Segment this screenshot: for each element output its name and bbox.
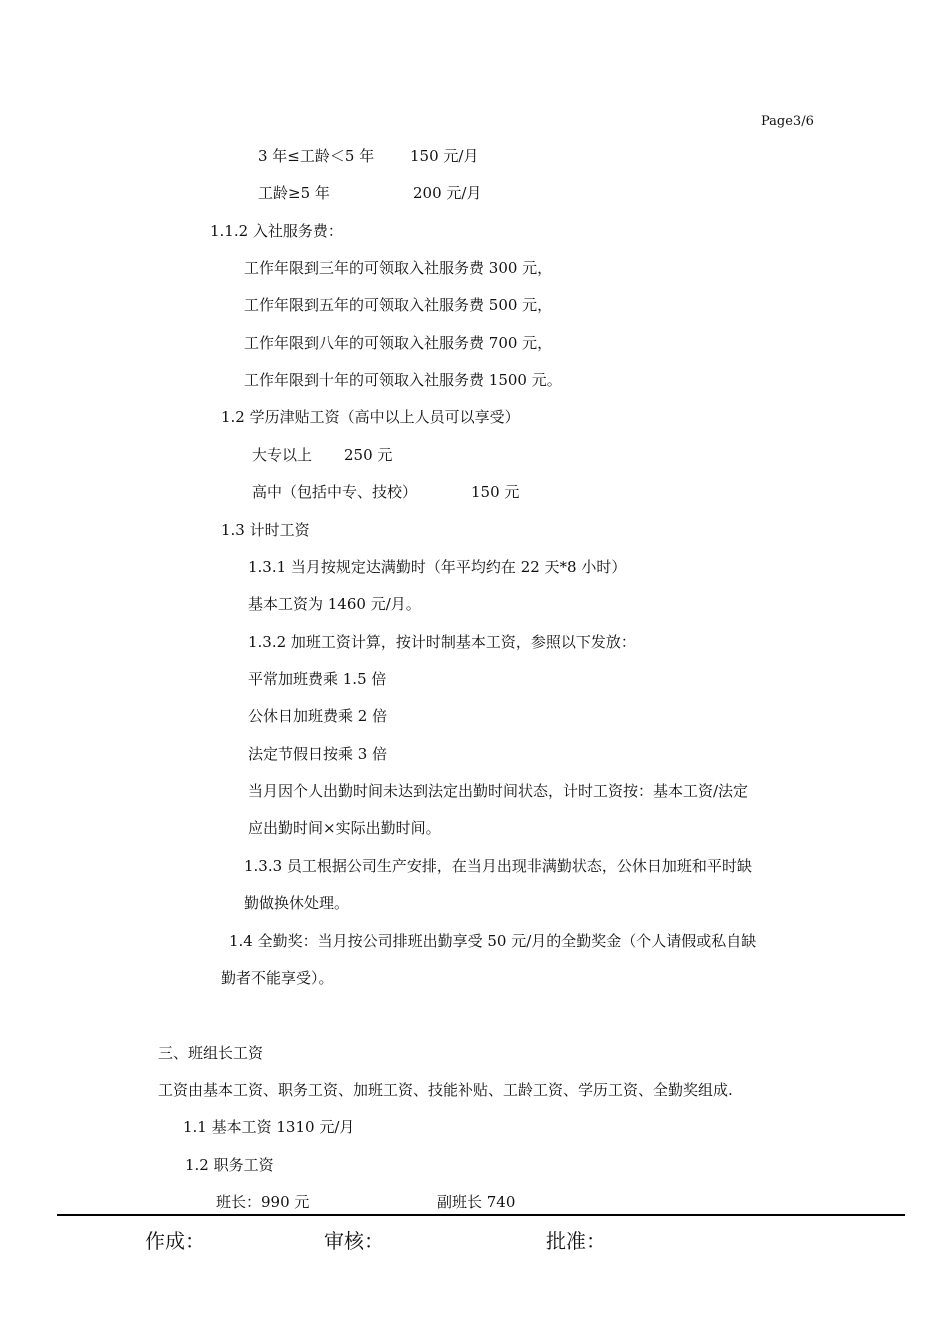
hourly-note: 1.3.3 员工根据公司生产安排，在当月出现非满勤状态，公休日加班和平时缺: [244, 857, 752, 875]
hourly-line: 当月因个人出勤时间未达到法定出勤时间状态，计时工资按：基本工资/法定: [248, 782, 749, 800]
attendance-bonus: 勤者不能享受）。: [221, 969, 334, 987]
education-value: 250 元: [344, 446, 393, 464]
hourly-line: 1.3.2 加班工资计算，按计时制基本工资，参照以下发放：: [248, 633, 636, 651]
seniority-label: 工龄≥5 年: [258, 184, 330, 202]
seniority-value: 200 元/月: [413, 184, 482, 202]
footer-prepared-label: 作成：: [145, 1229, 205, 1253]
position-wage-heading: 1.2 职务工资: [185, 1156, 274, 1174]
education-value: 150 元: [471, 483, 520, 501]
service-fee-line: 工作年限到八年的可领取入社服务费 700 元，: [244, 334, 553, 352]
hourly-line: 公休日加班费乘 2 倍: [248, 707, 388, 725]
education-label: 高中（包括中专、技校）: [252, 483, 418, 501]
hourly-note: 勤做换休处理。: [244, 894, 350, 912]
hourly-line: 1.3.1 当月按规定达满勤时（年平均约在 22 天*8 小时）: [248, 558, 627, 576]
footer-rule: [57, 1214, 905, 1216]
hourly-heading: 1.3 计时工资: [221, 521, 310, 539]
hourly-line: 基本工资为 1460 元/月。: [248, 595, 421, 613]
footer-reviewed-label: 审核：: [324, 1229, 384, 1253]
section-heading: 三、班组长工资: [158, 1044, 264, 1062]
hourly-line: 平常加班费乘 1.5 倍: [248, 670, 387, 688]
service-fee-heading: 1.1.2 入社服务费：: [210, 222, 343, 240]
education-label: 大专以上: [252, 446, 313, 464]
education-heading: 1.2 学历津贴工资（高中以上人员可以享受）: [221, 408, 520, 426]
section-intro: 工资由基本工资、职务工资、加班工资、技能补贴、工龄工资、学历工资、全勤奖组成.: [158, 1081, 733, 1099]
footer-approved-label: 批准：: [546, 1229, 606, 1253]
deputy-leader-wage: 副班长 740: [437, 1193, 516, 1211]
hourly-line: 法定节假日按乘 3 倍: [248, 745, 388, 763]
page-number: Page3/6: [761, 114, 814, 129]
service-fee-line: 工作年限到十年的可领取入社服务费 1500 元。: [244, 371, 562, 389]
seniority-value: 150 元/月: [410, 147, 479, 165]
basic-wage: 1.1 基本工资 1310 元/月: [183, 1118, 355, 1136]
service-fee-line: 工作年限到五年的可领取入社服务费 500 元，: [244, 296, 553, 314]
hourly-line: 应出勤时间×实际出勤时间。: [248, 819, 441, 837]
leader-wage: 班长：990 元: [216, 1193, 310, 1211]
service-fee-line: 工作年限到三年的可领取入社服务费 300 元，: [244, 259, 553, 277]
attendance-bonus: 1.4 全勤奖：当月按公司排班出勤享受 50 元/月的全勤奖金（个人请假或私自缺: [229, 932, 757, 950]
seniority-label: 3 年≤工龄＜5 年: [258, 147, 375, 165]
